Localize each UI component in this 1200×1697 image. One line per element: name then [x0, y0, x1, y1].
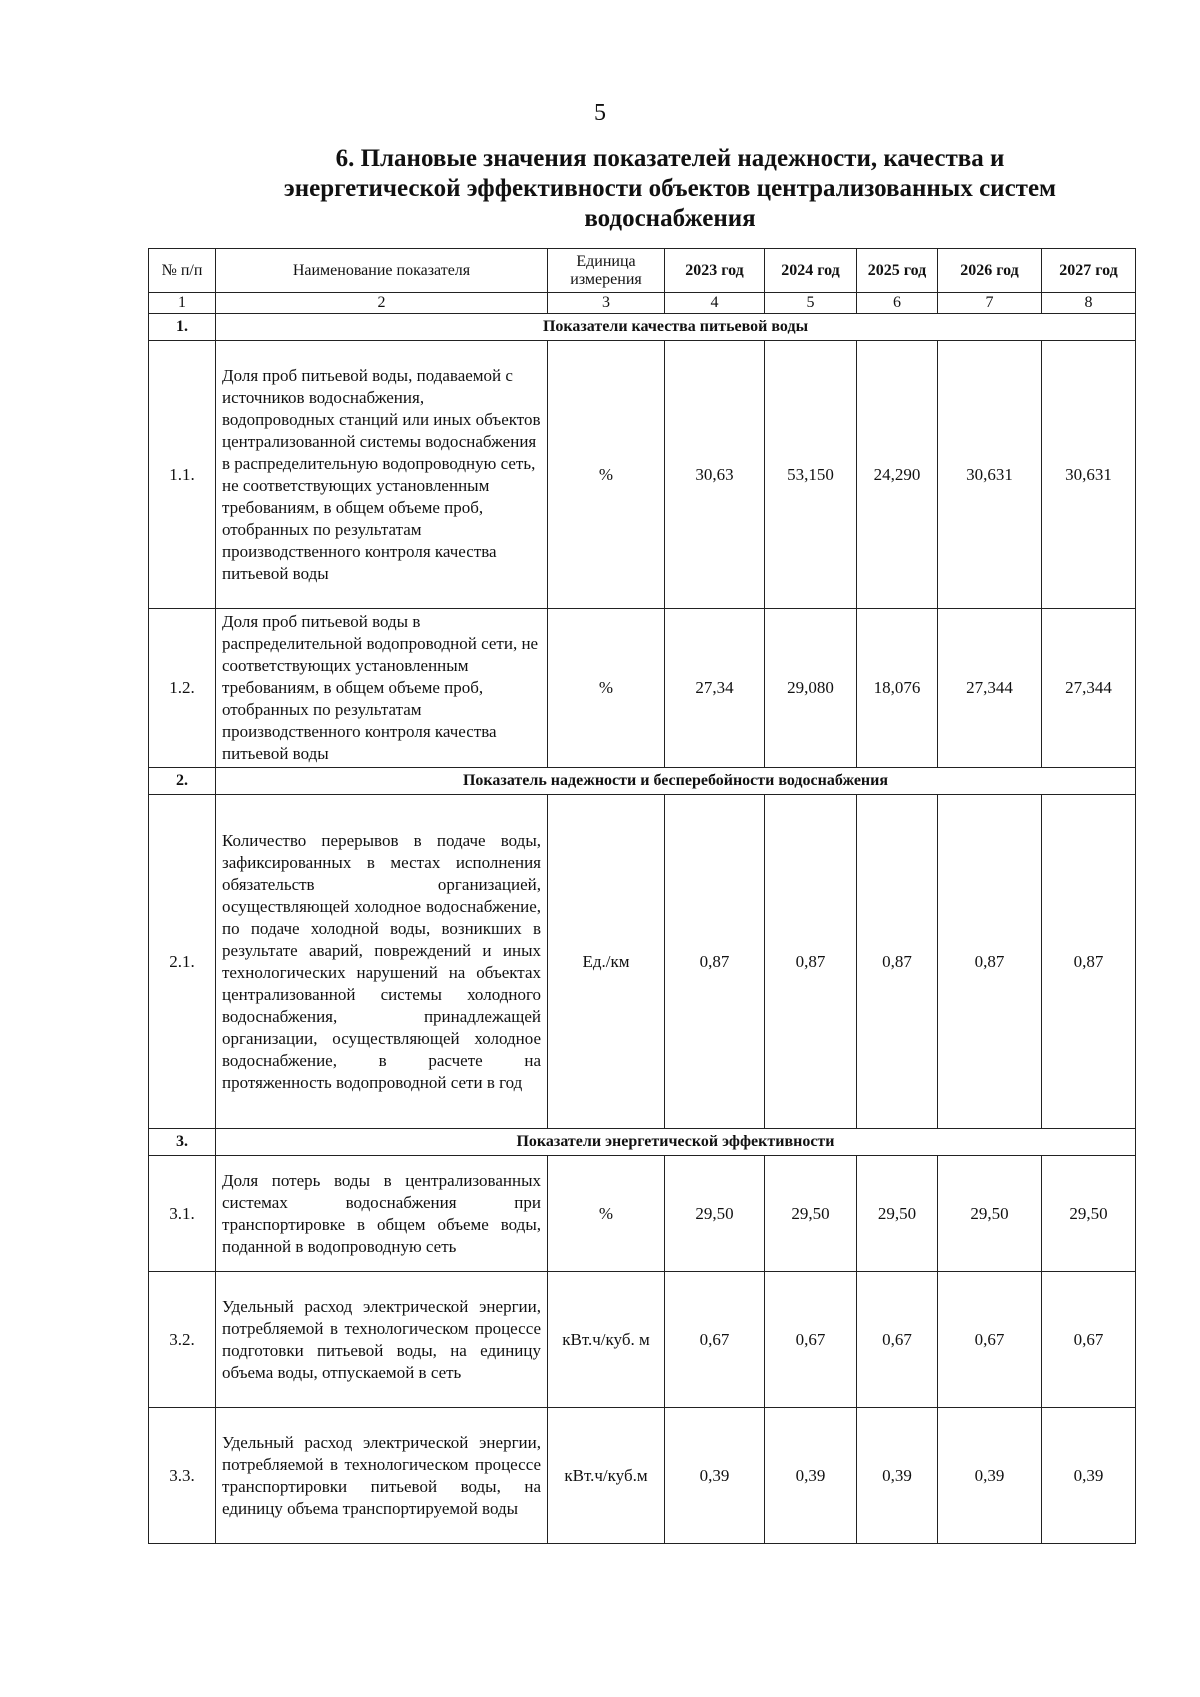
indicator-name: Количество перерывов в подаче воды, зафиксированных в местах исполнения обязательств организацией, осуществляющей холодное водоснабжение, по подаче холодной воды, возникших в результате аварий, повреждений и иных технологических нарушений на объектах централизованной системы холодного водоснабжения, принадлежащей организации, осуществляющей холодное водоснабжение, в расчете на протяженность водопроводной сети в год — [216, 795, 548, 1129]
column-number: 8 — [1042, 293, 1136, 314]
section-num: 2. — [149, 768, 216, 795]
table-row — [149, 609, 1136, 768]
value-2026: 0,39 — [938, 1408, 1042, 1544]
column-number: 6 — [857, 293, 938, 314]
title-line-3: водоснабжения — [584, 205, 756, 232]
row-num: 1.1. — [149, 341, 216, 609]
column-number-row — [149, 293, 1136, 314]
value-2024: 53,150 — [765, 341, 857, 609]
table-row — [149, 341, 1136, 609]
value-2024: 0,39 — [765, 1408, 857, 1544]
section-row — [149, 1129, 1136, 1156]
value-2027: 27,344 — [1042, 609, 1136, 768]
unit-cell: Ед./км — [548, 795, 665, 1129]
unit-cell: кВт.ч/куб.м — [548, 1408, 665, 1544]
page-number: 5 — [594, 100, 606, 126]
value-2025: 18,076 — [857, 609, 938, 768]
header-unit: Единица измерения — [548, 249, 665, 293]
column-number: 5 — [765, 293, 857, 314]
value-2025: 0,67 — [857, 1272, 938, 1408]
header-2027: 2027 год — [1042, 249, 1136, 293]
title-line-1: 6. Плановые значения показателей надежности, качества и — [335, 145, 1005, 172]
value-2026: 0,67 — [938, 1272, 1042, 1408]
value-2023: 0,67 — [665, 1272, 765, 1408]
value-2026: 0,87 — [938, 795, 1042, 1129]
section-title: Показатель надежности и бесперебойности водоснабжения — [216, 768, 1136, 795]
value-2024: 29,50 — [765, 1156, 857, 1272]
section-num: 3. — [149, 1129, 216, 1156]
table-row — [149, 1408, 1136, 1544]
header-name: Наименование показателя — [216, 249, 548, 293]
header-num: № п/п — [149, 249, 216, 293]
value-2024: 0,87 — [765, 795, 857, 1129]
document-title — [240, 144, 1100, 234]
column-number: 1 — [149, 293, 216, 314]
value-2023: 29,50 — [665, 1156, 765, 1272]
header-2025: 2025 год — [857, 249, 938, 293]
indicator-name: Удельный расход электрической энергии, потребляемой в технологическом процессе подготовки питьевой воды, на единицу объема воды, отпускаемой в сеть — [216, 1272, 548, 1408]
indicator-name: Доля потерь воды в централизованных системах водоснабжения при транспортировке в общем объеме воды, поданной в водопроводную сеть — [216, 1156, 548, 1272]
section-row — [149, 768, 1136, 795]
value-2025: 24,290 — [857, 341, 938, 609]
value-2023: 0,87 — [665, 795, 765, 1129]
unit-cell: % — [548, 1156, 665, 1272]
column-number: 3 — [548, 293, 665, 314]
row-num: 3.1. — [149, 1156, 216, 1272]
value-2026: 27,344 — [938, 609, 1042, 768]
column-number: 4 — [665, 293, 765, 314]
section-title: Показатели энергетической эффективности — [216, 1129, 1136, 1156]
value-2025: 0,39 — [857, 1408, 938, 1544]
row-num: 2.1. — [149, 795, 216, 1129]
column-number: 7 — [938, 293, 1042, 314]
column-number: 2 — [216, 293, 548, 314]
header-2026: 2026 год — [938, 249, 1042, 293]
row-num: 3.3. — [149, 1408, 216, 1544]
value-2027: 29,50 — [1042, 1156, 1136, 1272]
row-num: 1.2. — [149, 609, 216, 768]
header-2024: 2024 год — [765, 249, 857, 293]
value-2027: 0,67 — [1042, 1272, 1136, 1408]
value-2023: 0,39 — [665, 1408, 765, 1544]
header-2023: 2023 год — [665, 249, 765, 293]
value-2023: 30,63 — [665, 341, 765, 609]
value-2024: 29,080 — [765, 609, 857, 768]
unit-cell: % — [548, 609, 665, 768]
value-2027: 0,39 — [1042, 1408, 1136, 1544]
indicators-table — [148, 248, 1136, 1544]
title-line-2: энергетической эффективности объектов централизованных систем — [283, 175, 1057, 202]
value-2025: 29,50 — [857, 1156, 938, 1272]
table-row — [149, 1272, 1136, 1408]
value-2027: 30,631 — [1042, 341, 1136, 609]
value-2024: 0,67 — [765, 1272, 857, 1408]
value-2025: 0,87 — [857, 795, 938, 1129]
section-num: 1. — [149, 314, 216, 341]
table-row — [149, 1156, 1136, 1272]
indicator-name: Доля проб питьевой воды, подаваемой с источников водоснабжения, водопроводных станций или иных объектов централизованной системы водоснабжения в распределительную водопроводную сеть, не соответствующих установленным требованиям, в общем объеме проб, отобранных по результатам производственного контроля качества питьевой воды — [216, 341, 548, 609]
unit-cell: кВт.ч/куб. м — [548, 1272, 665, 1408]
section-title: Показатели качества питьевой воды — [216, 314, 1136, 341]
value-2026: 30,631 — [938, 341, 1042, 609]
row-num: 3.2. — [149, 1272, 216, 1408]
unit-cell: % — [548, 341, 665, 609]
indicator-name: Удельный расход электрической энергии, потребляемой в технологическом процессе транспортировки питьевой воды, на единицу объема транспортируемой воды — [216, 1408, 548, 1544]
table-row — [149, 795, 1136, 1129]
value-2023: 27,34 — [665, 609, 765, 768]
value-2026: 29,50 — [938, 1156, 1042, 1272]
section-row — [149, 314, 1136, 341]
indicator-name: Доля проб питьевой воды в распределительной водопроводной сети, не соответствующих установленным требованиям, в общем объеме проб, отобранных по результатам производственного контроля качества питьевой воды — [216, 609, 548, 768]
value-2027: 0,87 — [1042, 795, 1136, 1129]
